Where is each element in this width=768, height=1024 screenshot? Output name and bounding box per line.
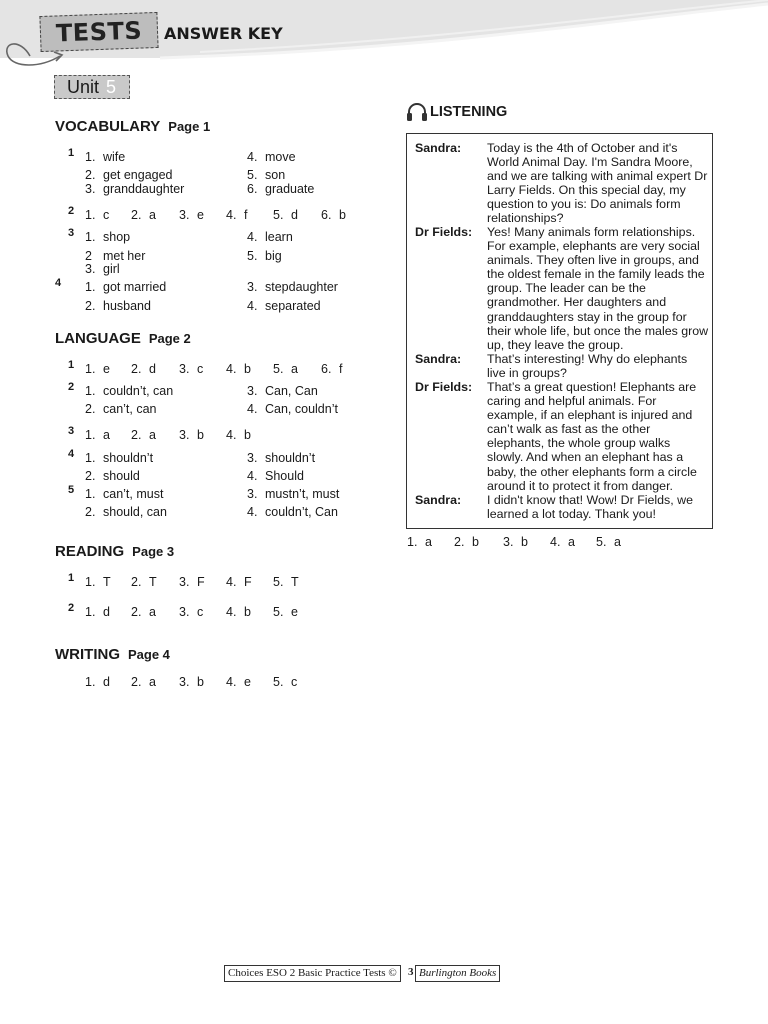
listening-heading bbox=[406, 102, 507, 122]
answer-num: 1. bbox=[85, 280, 96, 294]
section-title: VOCABULARY bbox=[55, 118, 161, 135]
answer-item bbox=[273, 675, 297, 689]
answer-item bbox=[226, 575, 252, 589]
answer-num: 5. bbox=[273, 362, 284, 376]
answer-text: d bbox=[149, 362, 156, 376]
answer-text: T bbox=[149, 575, 157, 589]
section-title: READING bbox=[55, 543, 125, 560]
answer-text: a bbox=[425, 535, 432, 549]
answer-text: f bbox=[244, 208, 248, 222]
exercise-number: 2 bbox=[68, 205, 75, 217]
answer-text: c bbox=[197, 605, 204, 619]
answer-num: 4. bbox=[226, 362, 237, 376]
answer-num: 1. bbox=[85, 208, 96, 222]
answer-text: big bbox=[265, 249, 282, 263]
answer-text: graduate bbox=[265, 182, 315, 196]
answer-item bbox=[321, 208, 346, 222]
answer-num: 5. bbox=[596, 535, 607, 549]
answer-item bbox=[85, 362, 110, 376]
answer-item bbox=[226, 605, 251, 619]
answer-text: a bbox=[291, 362, 298, 376]
answer-num: 3. bbox=[85, 262, 96, 276]
answer-item bbox=[179, 362, 203, 376]
answer-text: d bbox=[103, 675, 110, 689]
answer-num: 2. bbox=[85, 469, 96, 483]
answer-item bbox=[247, 469, 304, 483]
answer-num: 2 bbox=[85, 249, 92, 263]
answer-num: 2. bbox=[131, 362, 142, 376]
exercise-number: 1 bbox=[68, 359, 75, 371]
answer-item bbox=[226, 362, 251, 376]
answer-text: a bbox=[149, 428, 156, 442]
answer-item bbox=[85, 575, 111, 589]
answer-num: 4. bbox=[226, 675, 237, 689]
reading-heading bbox=[55, 543, 174, 560]
answer-text: a bbox=[568, 535, 575, 549]
answer-num: 4. bbox=[247, 230, 258, 244]
answer-text: c bbox=[197, 362, 204, 376]
answer-num: 5. bbox=[247, 249, 258, 263]
answer-item bbox=[85, 384, 173, 398]
answer-item bbox=[131, 675, 156, 689]
answer-item bbox=[131, 575, 157, 589]
answer-num: 1. bbox=[85, 451, 96, 465]
answer-text: c bbox=[103, 208, 110, 222]
answer-item bbox=[503, 535, 528, 549]
answer-num: 3. bbox=[179, 208, 190, 222]
answer-num: 5. bbox=[273, 675, 284, 689]
answer-item bbox=[85, 469, 140, 483]
answer-text: should, can bbox=[103, 505, 167, 519]
answer-item bbox=[247, 230, 293, 244]
answer-num: 1. bbox=[407, 535, 418, 549]
answer-num: 3. bbox=[179, 675, 190, 689]
answer-num: 4. bbox=[247, 402, 258, 416]
answer-item bbox=[179, 605, 203, 619]
answer-text: a bbox=[149, 208, 156, 222]
answer-item bbox=[85, 168, 173, 182]
speaker-name: Dr Fields: bbox=[415, 380, 473, 394]
answer-num: 1. bbox=[85, 150, 96, 164]
answer-item bbox=[247, 280, 338, 294]
answer-text: d bbox=[103, 605, 110, 619]
vocabulary-heading bbox=[55, 118, 210, 135]
answer-text: get engaged bbox=[103, 168, 173, 182]
answer-text: T bbox=[291, 575, 299, 589]
answer-text: move bbox=[265, 150, 296, 164]
answer-num: 1. bbox=[85, 230, 96, 244]
headphones-icon bbox=[406, 102, 428, 122]
answer-item bbox=[85, 262, 120, 276]
answer-item bbox=[131, 605, 156, 619]
answer-text: a bbox=[103, 428, 110, 442]
exercise-number: 5 bbox=[68, 484, 75, 496]
answer-num: 3. bbox=[247, 280, 258, 294]
answer-text: F bbox=[244, 575, 252, 589]
answer-text: son bbox=[265, 168, 286, 182]
answer-text: stepdaughter bbox=[265, 280, 338, 294]
writing-heading bbox=[55, 646, 170, 663]
answer-num: 3. bbox=[247, 487, 258, 501]
answer-num: 1. bbox=[85, 487, 96, 501]
answer-item bbox=[273, 575, 299, 589]
answer-item bbox=[85, 249, 145, 263]
answer-num: 4. bbox=[247, 469, 258, 483]
section-page: Page 2 bbox=[148, 331, 191, 346]
answer-item bbox=[85, 451, 153, 465]
answer-num: 4. bbox=[226, 428, 237, 442]
answer-text: couldn’t, Can bbox=[265, 505, 338, 519]
answer-item bbox=[85, 402, 157, 416]
answer-num: 6. bbox=[247, 182, 258, 196]
answer-item bbox=[85, 280, 166, 294]
answer-item bbox=[85, 299, 151, 313]
answer-text: a bbox=[614, 535, 621, 549]
answer-item bbox=[247, 384, 318, 398]
exercise-number: 2 bbox=[68, 602, 75, 614]
answer-text: wife bbox=[103, 150, 126, 164]
answer-text: b bbox=[244, 428, 251, 442]
answer-item bbox=[247, 451, 315, 465]
answer-num: 3. bbox=[247, 451, 258, 465]
answer-text: a bbox=[149, 605, 156, 619]
answer-text: should bbox=[103, 469, 140, 483]
answer-text: Can, couldn’t bbox=[265, 402, 338, 416]
answer-item bbox=[179, 575, 205, 589]
answer-num: 5. bbox=[273, 575, 284, 589]
answer-text: d bbox=[291, 208, 298, 222]
answer-num: 1. bbox=[85, 675, 96, 689]
answer-item bbox=[85, 675, 110, 689]
answer-num: 1. bbox=[85, 428, 96, 442]
answer-item bbox=[85, 150, 125, 164]
answer-text: b bbox=[197, 675, 204, 689]
answer-item bbox=[273, 208, 298, 222]
answer-num: 4. bbox=[247, 150, 258, 164]
section-page: Page 3 bbox=[132, 544, 175, 559]
answer-text: couldn’t, can bbox=[103, 384, 174, 398]
answer-num: 2. bbox=[454, 535, 465, 549]
answer-item bbox=[85, 428, 110, 442]
page-number: 3 bbox=[408, 966, 414, 978]
speaker-text: That’s interesting! Why do elephants live in groups? bbox=[487, 352, 688, 381]
answer-num: 4. bbox=[247, 505, 258, 519]
answer-text: b bbox=[521, 535, 528, 549]
exercise-number: 2 bbox=[68, 381, 75, 393]
answer-num: 3. bbox=[179, 605, 190, 619]
answer-num: 4. bbox=[247, 299, 258, 313]
answer-item bbox=[85, 208, 109, 222]
answer-item bbox=[226, 208, 247, 222]
answer-num: 2. bbox=[131, 208, 142, 222]
answer-text: met her bbox=[103, 249, 146, 263]
answer-num: 5. bbox=[247, 168, 258, 182]
answer-item bbox=[273, 605, 298, 619]
answer-text: Can, Can bbox=[265, 384, 318, 398]
answer-text: can’t, can bbox=[103, 402, 157, 416]
unit-number: 5 bbox=[106, 76, 117, 97]
exercise-number: 1 bbox=[68, 572, 75, 584]
answer-num: 2. bbox=[131, 675, 142, 689]
answer-num: 3. bbox=[179, 362, 190, 376]
answer-item bbox=[85, 505, 167, 519]
answer-item bbox=[247, 487, 339, 501]
answer-text: b bbox=[244, 362, 251, 376]
speaker-name: Sandra: bbox=[415, 141, 462, 155]
section-title: LANGUAGE bbox=[55, 330, 141, 347]
speaker-name: Sandra: bbox=[415, 493, 462, 507]
answer-item bbox=[226, 428, 251, 442]
answer-text: b bbox=[339, 208, 346, 222]
answer-num: 3. bbox=[85, 182, 96, 196]
exercise-number: 3 bbox=[68, 425, 75, 437]
answer-num: 4. bbox=[226, 575, 237, 589]
answer-item bbox=[85, 182, 184, 196]
answer-num: 2. bbox=[131, 605, 142, 619]
answer-item bbox=[179, 428, 204, 442]
answer-num: 2. bbox=[85, 402, 96, 416]
answer-num: 3. bbox=[179, 428, 190, 442]
answer-item bbox=[247, 299, 321, 313]
answer-text: a bbox=[149, 675, 156, 689]
tests-label: TESTS bbox=[39, 12, 158, 52]
exercise-number: 1 bbox=[68, 147, 75, 159]
answer-item bbox=[247, 168, 285, 182]
answer-num: 1. bbox=[85, 605, 96, 619]
answer-num: 5. bbox=[273, 605, 284, 619]
answer-text: e bbox=[197, 208, 204, 222]
answer-item bbox=[596, 535, 621, 549]
section-page: Page 4 bbox=[128, 647, 170, 662]
answer-text: b bbox=[472, 535, 479, 549]
answer-num: 2. bbox=[85, 505, 96, 519]
answer-item bbox=[85, 230, 130, 244]
answer-text: e bbox=[103, 362, 110, 376]
answer-text: learn bbox=[265, 230, 293, 244]
answer-text: shouldn’t bbox=[265, 451, 316, 465]
answer-num: 4. bbox=[226, 208, 237, 222]
answer-item bbox=[226, 675, 251, 689]
answer-text: c bbox=[291, 675, 298, 689]
answer-num: 3. bbox=[247, 384, 258, 398]
answer-item bbox=[273, 362, 298, 376]
section-title: LISTENING bbox=[430, 104, 508, 120]
speaker-name: Dr Fields: bbox=[415, 225, 473, 239]
answer-item bbox=[407, 535, 432, 549]
answer-text: e bbox=[291, 605, 298, 619]
language-heading bbox=[55, 330, 191, 347]
speaker-text: I didn't know that! Wow! Dr Fields, we learned a lot today. Thank you! bbox=[487, 493, 693, 522]
answer-text: f bbox=[339, 362, 343, 376]
answer-item bbox=[247, 150, 296, 164]
answer-num: 5. bbox=[273, 208, 284, 222]
answer-item bbox=[247, 402, 338, 416]
answer-num: 2. bbox=[85, 299, 96, 313]
answer-num: 6. bbox=[321, 362, 332, 376]
answer-item bbox=[247, 249, 282, 263]
unit-badge bbox=[54, 75, 130, 99]
answer-item bbox=[85, 487, 163, 501]
answer-num: 2. bbox=[85, 168, 96, 182]
answer-num: 1. bbox=[85, 575, 96, 589]
answer-item bbox=[247, 505, 338, 519]
answer-num: 3. bbox=[503, 535, 514, 549]
section-page: Page 1 bbox=[168, 119, 211, 134]
speaker-text: Today is the 4th of October and it's World Animal Day. I'm Sandra Moore, and we are talking with animal expert Dr Larry Fields. On this special day, my question to you is: Do animals form relationships? bbox=[487, 141, 708, 226]
answer-item bbox=[179, 208, 204, 222]
exercise-number: 4 bbox=[55, 277, 62, 289]
answer-text: husband bbox=[103, 299, 151, 313]
answer-text: shouldn’t bbox=[103, 451, 154, 465]
speaker-text: Yes! Many animals form relationships. For example, elephants are very social animals. They often live in groups, and the oldest female in the family leads the group. The leader can be the grandmother. Her daughters and granddaughters stay in the group for their whole life, but once the males grow up, they leave the group. bbox=[487, 225, 709, 352]
answer-num: 4. bbox=[226, 605, 237, 619]
answer-text: granddaughter bbox=[103, 182, 185, 196]
answer-num: 6. bbox=[321, 208, 332, 222]
answer-num: 4. bbox=[550, 535, 561, 549]
answer-text: b bbox=[197, 428, 204, 442]
answer-text: Should bbox=[265, 469, 304, 483]
footer-copyright: Choices ESO 2 Basic Practice Tests © bbox=[224, 965, 401, 982]
answer-key-title: ANSWER KEY bbox=[164, 24, 283, 43]
answer-item bbox=[247, 182, 314, 196]
answer-text: separated bbox=[265, 299, 321, 313]
listening-transcript bbox=[406, 133, 713, 529]
answer-text: girl bbox=[103, 262, 120, 276]
speaker-name: Sandra: bbox=[415, 352, 462, 366]
answer-text: F bbox=[197, 575, 205, 589]
section-title: WRITING bbox=[55, 646, 120, 663]
exercise-number: 4 bbox=[68, 448, 75, 460]
answer-text: e bbox=[244, 675, 251, 689]
answer-text: got married bbox=[103, 280, 167, 294]
unit-label: Unit bbox=[67, 76, 100, 97]
answer-text: can’t, must bbox=[103, 487, 164, 501]
answer-num: 3. bbox=[179, 575, 190, 589]
answer-item bbox=[131, 362, 156, 376]
answer-text: shop bbox=[103, 230, 131, 244]
speaker-text: That’s a great question! Elephants are caring and helpful animals. For example, if an elephant is injured and can’t walk as fast as the other elephants, the whole group walks slowly. And when an elephant has a baby, the other elephants form a circle around it to protect it from danger. bbox=[487, 380, 697, 493]
answer-item bbox=[179, 675, 204, 689]
footer-publisher: Burlington Books bbox=[415, 965, 500, 982]
answer-item bbox=[131, 208, 156, 222]
answer-item bbox=[131, 428, 156, 442]
answer-item bbox=[550, 535, 575, 549]
answer-text: T bbox=[103, 575, 111, 589]
answer-text: mustn’t, must bbox=[265, 487, 340, 501]
answer-num: 2. bbox=[131, 575, 142, 589]
answer-num: 1. bbox=[85, 362, 96, 376]
answer-item bbox=[321, 362, 342, 376]
exercise-number: 3 bbox=[68, 227, 75, 239]
answer-num: 1. bbox=[85, 384, 96, 398]
answer-item bbox=[454, 535, 479, 549]
answer-text: b bbox=[244, 605, 251, 619]
answer-num: 2. bbox=[131, 428, 142, 442]
answer-item bbox=[85, 605, 110, 619]
